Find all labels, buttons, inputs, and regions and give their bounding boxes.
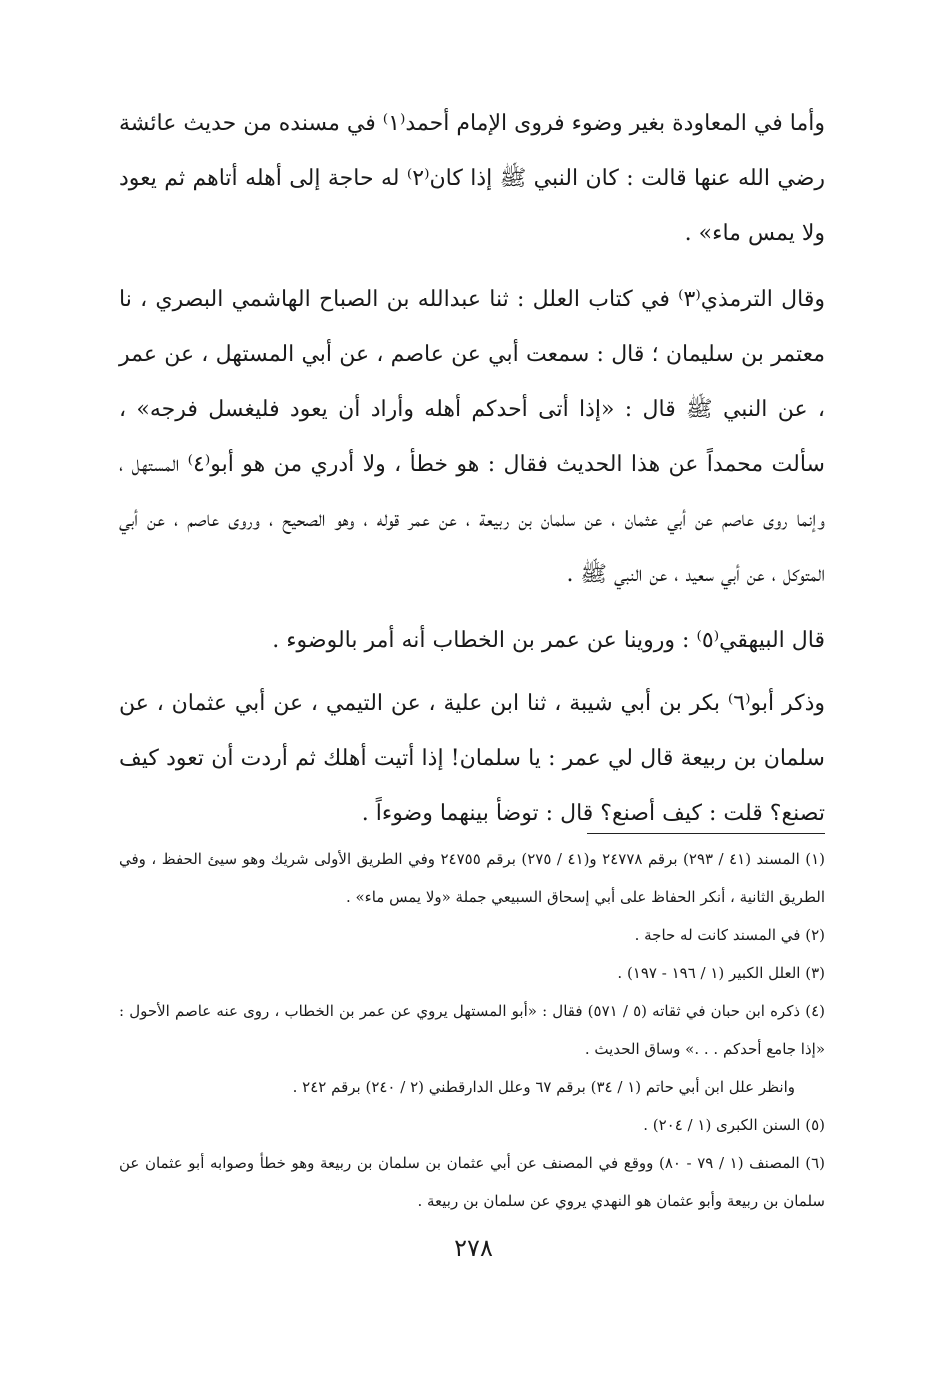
paragraph-ibn-abi-shaybah: وذكر أبو⁽٦⁾ بكر بن أبي شيبة ، ثنا ابن علية ، عن التيمي ، عن أبي عثمان ، عن سلمان بن ربيعة قال لي عمر : يا سلمان! إذا أتيت أهلك ثم أردت أن تعود كيف تصنع؟ قلت : كيف أصنع؟ قال : توضأ بينهما وضوءاً . [119,691,825,826]
footnote-divider [587,833,825,834]
page-number: ٢٧٨ [454,1234,493,1262]
footnote-6: (٦) المصنف (١ / ٧٩ - ٨٠) ووقع في المصنف عن أبي عثمان بن سلمان بن ربيعة وهو خطأ وصوابه أبو عثمان عن سلمان بن ربيعة وأبو عثمان هو النهدي يروي عن سلمان بن ربيعة . [119,1154,825,1210]
footnote-3: (٣) العلل الكبير (١ / ١٩٦ - ١٩٧) . [617,964,825,982]
footnote-2: (٢) في المسند كانت له حاجة . [634,926,825,944]
footnotes [119,840,825,1220]
footnote-4: (٤) ذكره ابن حبان في ثقاته (٥ / ٥٧١) فقال : «أبو المستهل يروي عن عمر بن الخطاب ، روى عنه عاصم الأحول : «إذا جامع أحدكم . . .» وساق الحديث . [119,1002,826,1058]
paragraph-musnad-ahmad: وأما في المعاودة بغير وضوء فروى الإمام أحمد⁽١⁾ في مسنده من حديث عائشة رضي الله عنها قالت : كان النبي ﷺ إذا كان⁽٢⁾ له حاجة إلى أهله أتاهم ثم يعود ولا يمس ماء» . [119,111,825,246]
footnote-1: (١) المسند (٤١ / ٢٩٣) برقم ٢٤٧٧٨ و(٤١ / ٢٧٥) برقم ٢٤٧٥٥ وفي الطريق الأولى شريك وهو سيئ الحفظ ، وفي الطريق الثانية ، أنكر الحفاظ على أبي إسحاق السبيعي جملة «ولا يمس ماء» . [119,850,826,906]
paragraph-bayhaqi: قال البيهقي⁽٥⁾ : وروينا عن عمر بن الخطاب أنه أمر بالوضوء . [272,628,825,653]
footnote-5: (٥) السنن الكبرى (١ / ٢٠٤) . [643,1116,825,1134]
paragraph-tirmidhi-ilal: وقال الترمذي⁽٣⁾ في كتاب العلل : ثنا عبدالله بن الصباح الهاشمي البصري ، نا معتمر بن سليمان ؛ قال : سمعت أبي عن عاصم ، عن أبي المستهل ، عن عمر ، عن النبي ﷺ قال : «إذا أتى أحدكم أهله وأراد أن يعود فليغسل فرجه» ، سألت محمداً عن هذا الحديث فقال : هو خطأ ، ولا أدري من هو أبو⁽٤⁾ المستهل ، وإنما روى عاصم عن أبي عثمان ، عن سلمان بن ربيعة ، عن عمر قوله ، وهو الصحيح ، وروى عاصم ، عن أبي المتوكل ، عن أبي سعيد ، عن النبي ﷺ . [119,287,826,587]
footnote-4-continuation: وانظر علل ابن أبي حاتم (١ / ٣٤) برقم ٦٧ وعلل الدارقطني (٢ / ٢٤٠) برقم ٢٤٢ . [292,1078,795,1096]
main-text [119,96,825,852]
